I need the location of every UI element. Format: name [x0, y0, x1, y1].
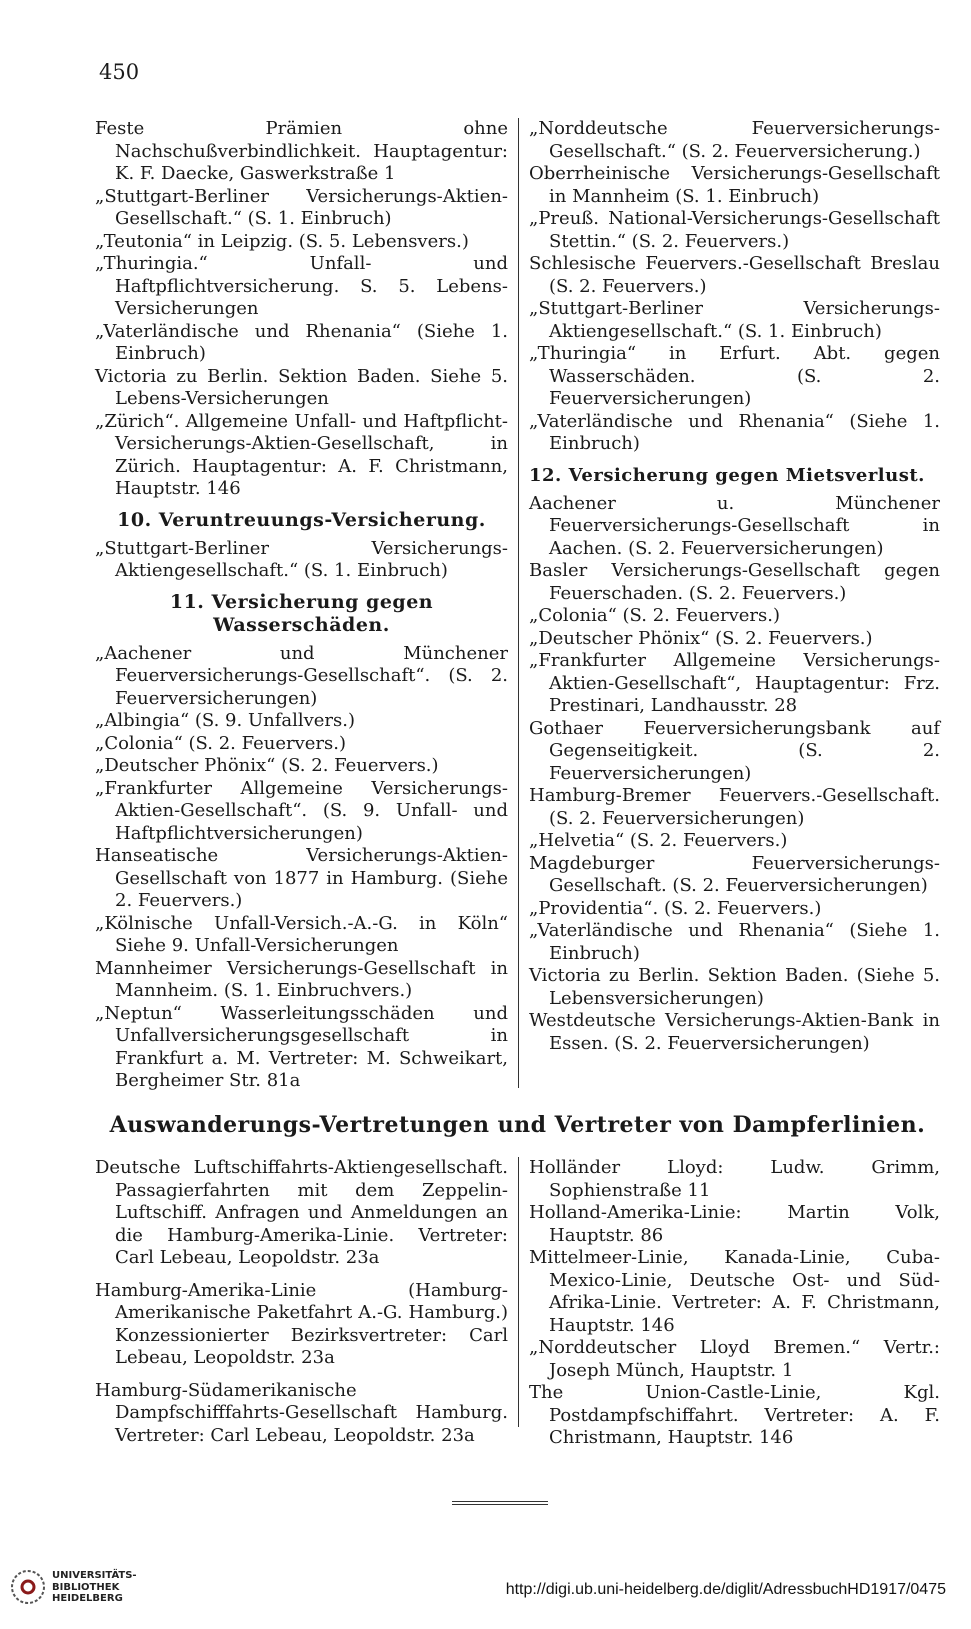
directory-entry: Oberrheinische Versicherungs-Gesellschaft in Mannheim (S. 1. Einbruch)	[529, 163, 940, 207]
end-rule	[452, 1501, 548, 1502]
directory-entry: „Kölnische Unfall-Versich.-A.-G. in Köln“ Siehe 9. Unfall-Versicherungen	[95, 912, 508, 956]
directory-entry: „Deutscher Phönix“ (S. 2. Feuervers.)	[95, 755, 439, 776]
directory-entry: Feste Prämien ohne Nachschußverbindlichkeit. Hauptagentur: K. F. Daecke, Gaswerkstraße 1	[95, 118, 508, 184]
left-column-bottom	[95, 1157, 508, 1447]
directory-entry: Hanseatische Versicherungs-Aktien-Gesellschaft von 1877 in Hamburg. (Siehe 2. Feuervers.)	[95, 845, 508, 911]
left-column-top	[95, 118, 508, 1093]
directory-entry: Mannheimer Versicherungs-Gesellschaft in Mannheim. (S. 1. Einbruchvers.)	[95, 957, 508, 1001]
directory-entry: „Preuß. National-Versicherungs-Gesellschaft Stettin.“ (S. 2. Feuervers.)	[529, 208, 940, 252]
logo-line: UNIVERSITÄTS-	[52, 1570, 137, 1581]
directory-entry: Aachener u. Münchener Feuerversicherungs-Gesellschaft in Aachen. (S. 2. Feuerversicherungen)	[529, 492, 940, 559]
directory-entry: Holland-Amerika-Linie: Martin Volk, Hauptstr. 86	[529, 1202, 940, 1246]
source-url-link[interactable]: http://digi.ub.uni-heidelberg.de/diglit/AdressbuchHD1917/0475	[505, 1581, 946, 1598]
directory-entry: Westdeutsche Versicherungs-Aktien-Bank in Essen. (S. 2. Feuerversicherungen)	[529, 1010, 940, 1054]
directory-entry: „Vaterländische und Rhenania“ (Siehe 1. Einbruch)	[529, 920, 940, 964]
directory-entry: Mittelmeer-Linie, Kanada-Linie, Cuba-Mexico-Linie, Deutsche Ost- und Süd-Afrika-Linie. Vertreter: A. F. Christmann, Hauptstr. 146	[529, 1247, 940, 1336]
logo-line: HEIDELBERG	[52, 1593, 123, 1604]
directory-entry: Basler Versicherungs-Gesellschaft gegen Feuerschaden. (S. 2. Feuervers.)	[529, 560, 940, 604]
directory-entry: „Stuttgart-Berliner Versicherungs-Aktiengesellschaft.“ (S. 1. Einbruch)	[529, 298, 940, 342]
directory-entry: The Union-Castle-Linie, Kgl. Postdampfschiffahrt. Vertreter: A. F. Christmann, Hauptstr. 146	[529, 1382, 940, 1448]
directory-entry: „Teutonia“ in Leipzig. (S. 5. Lebensvers.)	[95, 230, 469, 252]
directory-entry: Deutsche Luftschiffahrts-Aktiengesellschaft. Passagierfahrten mit dem Zeppelin-Luftschiff. Anfragen und Anmeldungen an die Hamburg-Amerika-Linie. Vertreter: Carl Lebeau, Leopoldstr. 23a	[95, 1157, 508, 1268]
directory-entry: „Vaterländische und Rhenania“ (Siehe 1. Einbruch)	[95, 320, 508, 364]
directory-entry: „Thuringia“ in Erfurt. Abt. gegen Wasserschäden. (S. 2. Feuerversicherungen)	[529, 343, 940, 409]
directory-entry: Magdeburger Feuerversicherungs-Gesellschaft. (S. 2. Feuerversicherungen)	[529, 852, 940, 896]
directory-entry: „Zürich“. Allgemeine Unfall- und Haftpflicht-Versicherungs-Aktien-Gesellschaft, in Zürich. Hauptagentur: A. F. Christmann, Hauptstr. 146	[95, 410, 508, 499]
logo-line: BIBLIOTHEK	[52, 1581, 120, 1593]
directory-entry: Hamburg-Bremer Feuervers.-Gesellschaft. (S. 2. Feuerversicherungen)	[529, 785, 940, 829]
directory-entry: Victoria zu Berlin. Sektion Baden. Siehe 5. Lebens-Versicherungen	[95, 365, 508, 409]
column-divider-top	[518, 118, 519, 1088]
directory-entry: „Norddeutsche Feuerversicherungs-Gesellschaft.“ (S. 2. Feuerversicherung.)	[529, 118, 940, 162]
section-heading: 11. Versicherung gegen Wasserschäden.	[169, 590, 434, 636]
library-logo-text	[52, 1570, 137, 1605]
directory-entry: „Colonia“ (S. 2. Feuervers.)	[529, 605, 780, 626]
library-logo-icon	[10, 1569, 46, 1605]
directory-entry: „Frankfurter Allgemeine Versicherungs-Aktien-Gesellschaft“. (S. 9. Unfall- und Haftpflichtversicherungen)	[95, 777, 508, 844]
directory-entry: „Stuttgart-Berliner Versicherungs-Aktien-Gesellschaft.“ (S. 1. Einbruch)	[95, 185, 508, 229]
directory-entry: Holländer Lloyd: Ludw. Grimm, Sophienstraße 11	[529, 1157, 940, 1201]
right-column-top	[529, 118, 940, 1055]
directory-entry: „Albingia“ (S. 9. Unfallvers.)	[95, 710, 356, 731]
section-heading: 12. Versicherung gegen Mietsverlust.	[529, 464, 925, 486]
page-number: 450	[99, 60, 140, 84]
end-rule-second	[452, 1504, 548, 1505]
directory-entry: Hamburg-Amerika-Linie (Hamburg-Amerikanische Paketfahrt A.-G. Hamburg.) Konzessionierter Bezirksvertreter: Carl Lebeau, Leopoldstr. 23a	[95, 1279, 508, 1368]
directory-entry: Hamburg-Südamerikanische Dampfschifffahrts-Gesellschaft Hamburg. Vertreter: Carl Lebeau, Leopoldstr. 23a	[95, 1379, 508, 1446]
directory-entry: Victoria zu Berlin. Sektion Baden. (Siehe 5. Lebensversicherungen)	[529, 965, 940, 1009]
column-divider-bottom	[518, 1157, 519, 1427]
directory-entry: „Thuringia.“ Unfall- und Haftpflichtversicherung. S. 5. Lebens-Versicherungen	[95, 253, 508, 319]
directory-entry: Schlesische Feuervers.-Gesellschaft Breslau (S. 2. Feuervers.)	[529, 253, 940, 297]
directory-entry: „Aachener und Münchener Feuerversicherungs-Gesellschaft“. (S. 2. Feuerversicherungen)	[95, 642, 508, 709]
directory-entry: Gothaer Feuerversicherungsbank auf Gegenseitigkeit. (S. 2. Feuerversicherungen)	[529, 717, 940, 784]
directory-entry: „Neptun“ Wasserleitungsschäden und Unfallversicherungsgesellschaft in Frankfurt a. M. Vertreter: M. Schweikart, Bergheimer Str. 81a	[95, 1002, 508, 1091]
section-heading: 10. Veruntreuungs-Versicherung.	[117, 508, 486, 531]
directory-entry: „Frankfurter Allgemeine Versicherungs-Aktien-Gesellschaft“, Hauptagentur: Frz. Prestinari, Landhausstr. 28	[529, 650, 940, 716]
directory-entry: „Colonia“ (S. 2. Feuervers.)	[95, 732, 346, 754]
section-title: Auswanderungs-Vertretungen und Vertreter von Dampferlinien.	[109, 1112, 926, 1138]
directory-entry: „Vaterländische und Rhenania“ (Siehe 1. Einbruch)	[529, 410, 940, 454]
directory-entry: „Deutscher Phönix“ (S. 2. Feuervers.)	[529, 627, 873, 649]
right-column-bottom	[529, 1157, 940, 1450]
directory-entry: „Providentia“. (S. 2. Feuervers.)	[529, 897, 822, 919]
directory-entry: „Stuttgart-Berliner Versicherungs-Aktiengesellschaft.“ (S. 1. Einbruch)	[95, 537, 508, 581]
directory-entry: „Helvetia“ (S. 2. Feuervers.)	[529, 830, 788, 851]
directory-entry: „Norddeutscher Lloyd Bremen.“ Vertr.: Joseph Münch, Hauptstr. 1	[529, 1337, 940, 1381]
